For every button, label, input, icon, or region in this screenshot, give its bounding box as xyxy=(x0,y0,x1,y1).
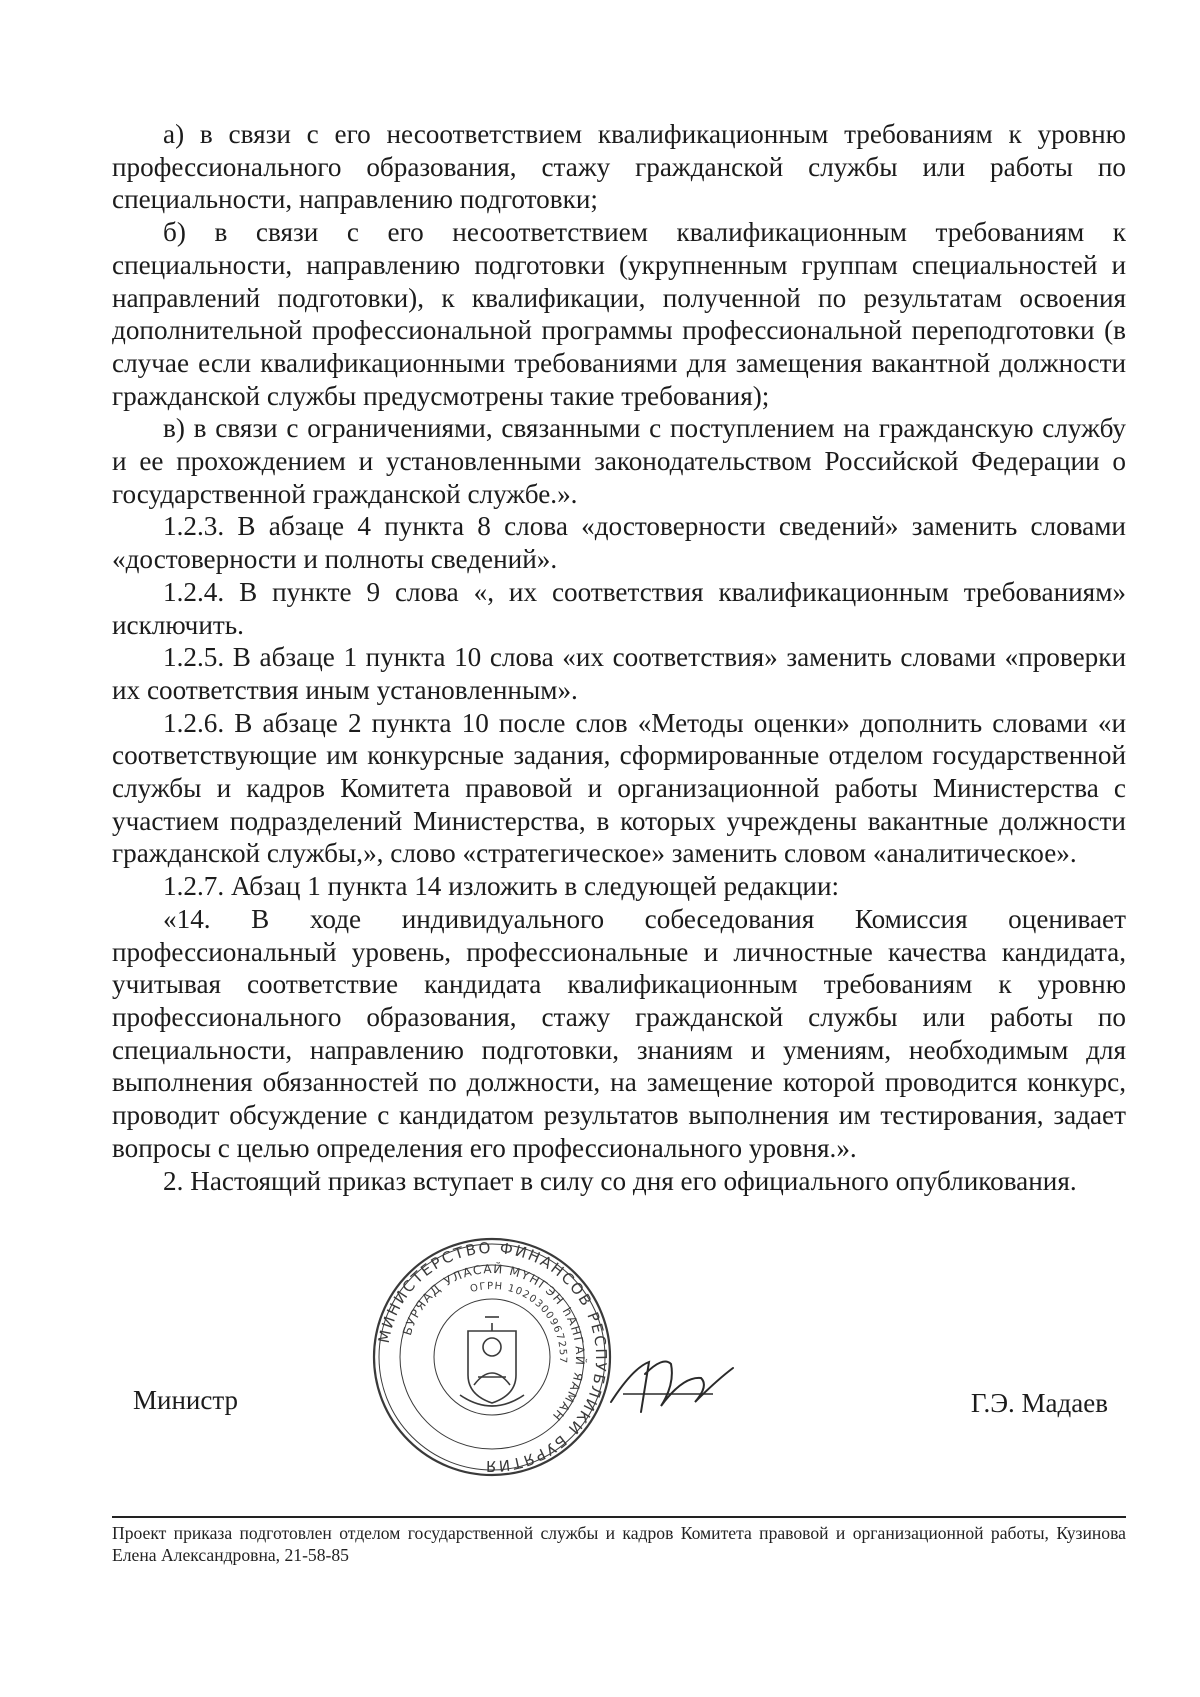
handwritten-signature xyxy=(605,1350,745,1425)
paragraph-1-2-4: 1.2.4. В пункте 9 слова «, их соответствия квалификационным требованиям» исключить. xyxy=(112,576,1126,640)
paragraph-1-2-5: 1.2.5. В абзаце 1 пункта 10 слова «их соответствия» заменить словами «проверки их соответствия иным установленным». xyxy=(112,642,1126,705)
paragraph-2: 2. Настоящий приказ вступает в силу со дня его официального опубликования. xyxy=(163,1165,1077,1196)
official-stamp xyxy=(370,1235,614,1479)
coat-of-arms-icon xyxy=(460,1317,524,1406)
paragraph-1-2-7: 1.2.7. Абзац 1 пункта 14 изложить в следующей редакции: xyxy=(163,871,840,902)
stamp-inner-text: БУРЯАД УЛАСАЙ МYНГЭН hАНГАЙ ЯАМАН xyxy=(400,1261,588,1425)
paragraph-b: б) в связи с его несоответствием квалификационным требованиям к специальности, направлению подготовки (укрупненным группам специальностей и направлений подготовки), к квалификации, полученной по результатам освоения дополнительной профессиональной программы профессиональной переподготовки (в случае если квалификационными требованиями для замещения вакантной должности гражданской службы предусмотрены такие требования); xyxy=(112,217,1126,411)
paragraph-14-quote: «14. В ходе индивидуального собеседования Комиссия оценивает профессиональный уровень, профессиональные и личностные качества кандидата, учитывая соответствие кандидата квалификационным требованиям к уровню профессионального образования, стажу гражданской службы или работы по специальности, направлению подготовки, знаниям и умениям, необходимым для выполнения обязанностей по должности, на замещение которой проводится конкурс, проводит обсуждение с кандидатом результатов выполнения им тестирования, задает вопросы с целью определения его профессионального уровня.». xyxy=(112,903,1126,1163)
paragraph-a: а) в связи с его несоответствием квалификационным требованиям к уровню профессионального образования, стажу гражданской службы или работы по специальности, направлению подготовки; xyxy=(112,119,1126,215)
paragraph-1-2-3: 1.2.3. В абзаце 4 пункта 8 слова «достоверности сведений» заменить словами «достоверности и полноты сведений». xyxy=(112,511,1126,575)
paragraph-v: в) в связи с ограничениями, связанными с поступлением на гражданскую службу и ее прохождением и установленными законодательством Российской Федерации о государственной гражданской службе.». xyxy=(112,413,1126,509)
footer-note: Проект приказа подготовлен отделом государственной службы и кадров Комитета правовой и организационной работы, Кузинова Елена Александровна, 21-58-85 xyxy=(112,1523,1126,1565)
document-body xyxy=(112,118,1126,1197)
paragraph-1-2-6: 1.2.6. В абзаце 2 пункта 10 после слов «Методы оценки» дополнить словами «и соответствующие им конкурсные задания, сформированные отделом государственной службы и кадров Комитета правовой и организационной работы Министерства с участием подразделений Министерства, в которых учреждены вакантные должности гражданской службы,», слово «стратегическое» заменить словом «аналитическое». xyxy=(112,707,1126,869)
footer-divider xyxy=(112,1516,1126,1518)
signatory-name: Г.Э. Мадаев xyxy=(970,1388,1108,1418)
signature-block xyxy=(0,1235,1200,1485)
signatory-title: Министр xyxy=(133,1385,238,1415)
stamp-ogrn-text: ОГРН 1020300967257 xyxy=(469,1280,569,1365)
stamp-outer-text: МИНИСТЕРСТВО ФИНАНСОВ РЕСПУБЛИКИ БУРЯТИЯ xyxy=(374,1238,611,1476)
